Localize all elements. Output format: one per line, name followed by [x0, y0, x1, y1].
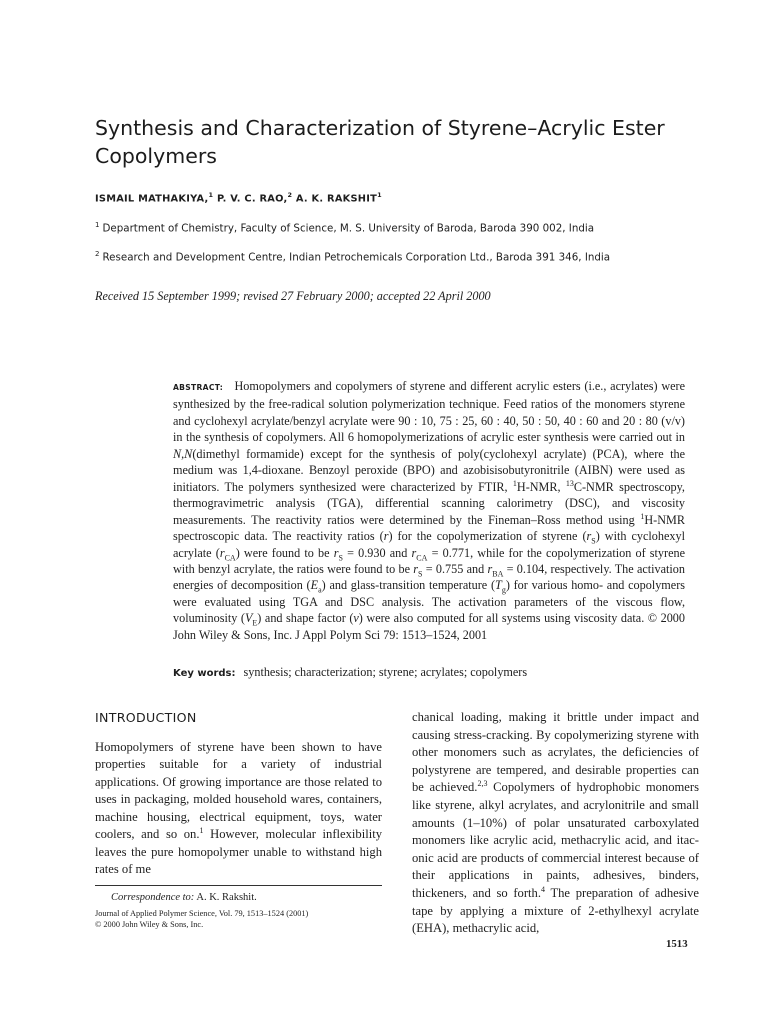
abstract-superscript: 13 — [565, 478, 574, 488]
abstract-subscript: S — [338, 552, 343, 562]
citation-superscript: 4 — [540, 884, 545, 894]
author-name: A. K. RAKSHIT — [295, 193, 378, 205]
page-number: 1513 — [666, 938, 688, 950]
abstract-text: ) were found to be — [235, 545, 334, 560]
affiliation-mark: 2 — [95, 250, 100, 258]
abstract-text: = 0.930 and — [342, 545, 412, 560]
body-text: However, molecular inflexibility leaves the pure homopolymer unable to withstand high rates of me — [95, 827, 382, 877]
correspondence-label: Correspondence to: — [111, 892, 195, 903]
abstract-subscript: g — [501, 585, 506, 595]
abstract-italic: r — [219, 545, 225, 560]
affiliation-mark: 1 — [95, 221, 100, 229]
body-text: The preparation of adhesive tape by applying a mixture of 2-ethylhexyl acrylate (EHA), methacrylic acid, — [412, 885, 699, 936]
body-text: Homopolymers of styrene have been shown to have properties suitable for a variety of industrial applications. Of growing importance are those related to uses in packaging, molded household wares, containers, machine housing, electrical equipment, toys, water coolers, and so on. — [95, 740, 382, 842]
footnote-divider — [95, 885, 382, 886]
abstract-text: H-NMR, — [516, 479, 566, 494]
author-name: P. V. C. RAO, — [216, 193, 288, 205]
abstract-italic: r — [411, 545, 417, 560]
author-affiliation-mark: 2 — [287, 191, 293, 199]
keywords-text: synthesis; characterization; styrene; acrylates; copolymers — [243, 665, 528, 679]
abstract-text: ) were also computed for all systems using viscosity data. © 2000 John Wiley & Sons, Inc. J Appl Polym Sci 79: 1513–1524, 2001 — [173, 611, 685, 642]
abstract-italic: N,N — [173, 446, 193, 461]
received-dates: Received 15 September 1999; revised 27 February 2000; accepted 22 April 2000 — [95, 289, 491, 303]
correspondence-name: A. K. Rakshit. — [194, 892, 257, 903]
citation-superscript: 1 — [199, 826, 204, 836]
affiliation-2 — [95, 247, 610, 264]
abstract-italic: r — [383, 529, 389, 544]
abstract-italic: T — [495, 578, 502, 593]
affiliation-1 — [95, 218, 594, 235]
abstract-text: ) and shape factor ( — [257, 611, 354, 626]
abstract-label: ABSTRACT: — [173, 383, 224, 392]
author-name: ISMAIL MATHAKIYA, — [95, 193, 209, 205]
abstract-text: (dimethyl formamide) except for the synthesis of poly(cyclohexyl acrylate) (PCA), where the medium was 1,4-dioxane. Benzoyl peroxide (BPO) and azobisisobutyronitrile (AIBN) were used as initiators. The polymers synthesized were characterized by FTIR, — [173, 446, 685, 494]
author-affiliation-mark: 1 — [377, 191, 382, 199]
correspondence-note — [111, 891, 257, 905]
abstract-subscript: CA — [224, 552, 236, 562]
body-text: Copolymers of hydrophobic monomers like styrene, alkyl acrylates, and acrylonitrile and small amounts (1–10%) of polar unsaturated carboxylated monomers like acrylic acid, methacrylic acid, and itaconic acid are products of commercial interest because of their applications in paints, adhesives, binders, thickeners, and so forth. — [412, 780, 699, 900]
journal-citation — [95, 909, 308, 930]
citation-superscript: 2,3 — [477, 779, 488, 789]
abstract-italic: V — [244, 611, 253, 626]
keywords — [173, 664, 685, 682]
abstract — [173, 378, 685, 643]
affiliation-text: Department of Chemistry, Faculty of Science, M. S. University of Baroda, Baroda 390 002, India — [102, 222, 595, 235]
abstract-text: Homopolymers and copolymers of styrene and different acrylic esters (i.e., acrylates) were synthesized by the free-radical solution polymerization technique. Feed ratios of the monomers styrene and cyclohexyl acrylate/benzyl acrylate were 90 : 10, 75 : 25, 60 : 40, 50 : 50, 40 : 60 and 20 : 80 (v/v) in the synthesis of copolymers. All 6 homopolymerizations of acrylic ester synthesis were carried out in — [173, 379, 686, 445]
author-list — [95, 191, 382, 204]
abstract-italic: r — [413, 561, 419, 576]
introduction-left-column — [95, 739, 382, 879]
abstract-text: ) for the copolymerization of styrene ( — [388, 529, 587, 544]
section-heading-introduction: INTRODUCTION — [95, 710, 197, 725]
abstract-text: ) with cyclohexyl acrylate ( — [173, 529, 685, 560]
introduction-right-column — [412, 709, 699, 938]
affiliation-text: Research and Development Centre, Indian Petrochemicals Corporation Ltd., Baroda 391 346, India — [102, 251, 611, 264]
keywords-label: Key words: — [173, 668, 236, 679]
abstract-superscript: 1 — [640, 511, 645, 521]
abstract-text: = 0.771, while for the copolymerization of styrene with benzyl acrylate, the ratios were found to be — [173, 545, 685, 576]
abstract-italic: r — [487, 561, 493, 576]
abstract-subscript: BA — [492, 569, 504, 579]
abstract-subscript: S — [418, 569, 423, 579]
abstract-subscript: S — [591, 536, 596, 546]
abstract-text: ) for various homo- and copolymers were evaluated using TGA and DSC analysis. The activation parameters of the viscous flow, voluminosity ( — [173, 578, 685, 626]
abstract-text: = 0.755 and — [422, 561, 488, 576]
journal-line: Journal of Applied Polymer Science, Vol. 79, 1513–1524 (2001) — [95, 909, 309, 918]
abstract-subscript: CA — [416, 552, 428, 562]
abstract-subscript: a — [318, 585, 322, 595]
article-title: Synthesis and Characterization of Styrene–Acrylic Ester Copolymers — [95, 116, 665, 168]
body-text: chanical loading, making it brittle under impact and causing stress-cracking. By copolymerizing styrene with other monomers such as acrylates, the deficiencies of polystyrene are tempered, and desirable properties can be achieved. — [412, 710, 699, 795]
author-affiliation-mark: 1 — [208, 191, 214, 199]
abstract-italic: r — [333, 545, 339, 560]
abstract-superscript: 1 — [512, 478, 517, 488]
abstract-italic: E — [310, 578, 319, 593]
abstract-italic: r — [586, 529, 592, 544]
abstract-italic: ν — [353, 611, 359, 626]
abstract-text: C-NMR spectroscopy, thermogravimetric analysis (TGA), differential scanning calorimetry (DSC), and viscosity measurements. The reactivity ratios were determined by the Fineman–Ross method using — [173, 479, 685, 527]
abstract-text: H-NMR spectroscopic data. The reactivity ratios ( — [173, 512, 685, 544]
copyright-line: © 2000 John Wiley & Sons, Inc. — [95, 919, 204, 929]
abstract-subscript: E — [252, 618, 258, 628]
abstract-text: ) and glass-transition temperature ( — [321, 578, 496, 593]
abstract-text: = 0.104, respectively. The activation energies of decomposition ( — [173, 561, 685, 593]
